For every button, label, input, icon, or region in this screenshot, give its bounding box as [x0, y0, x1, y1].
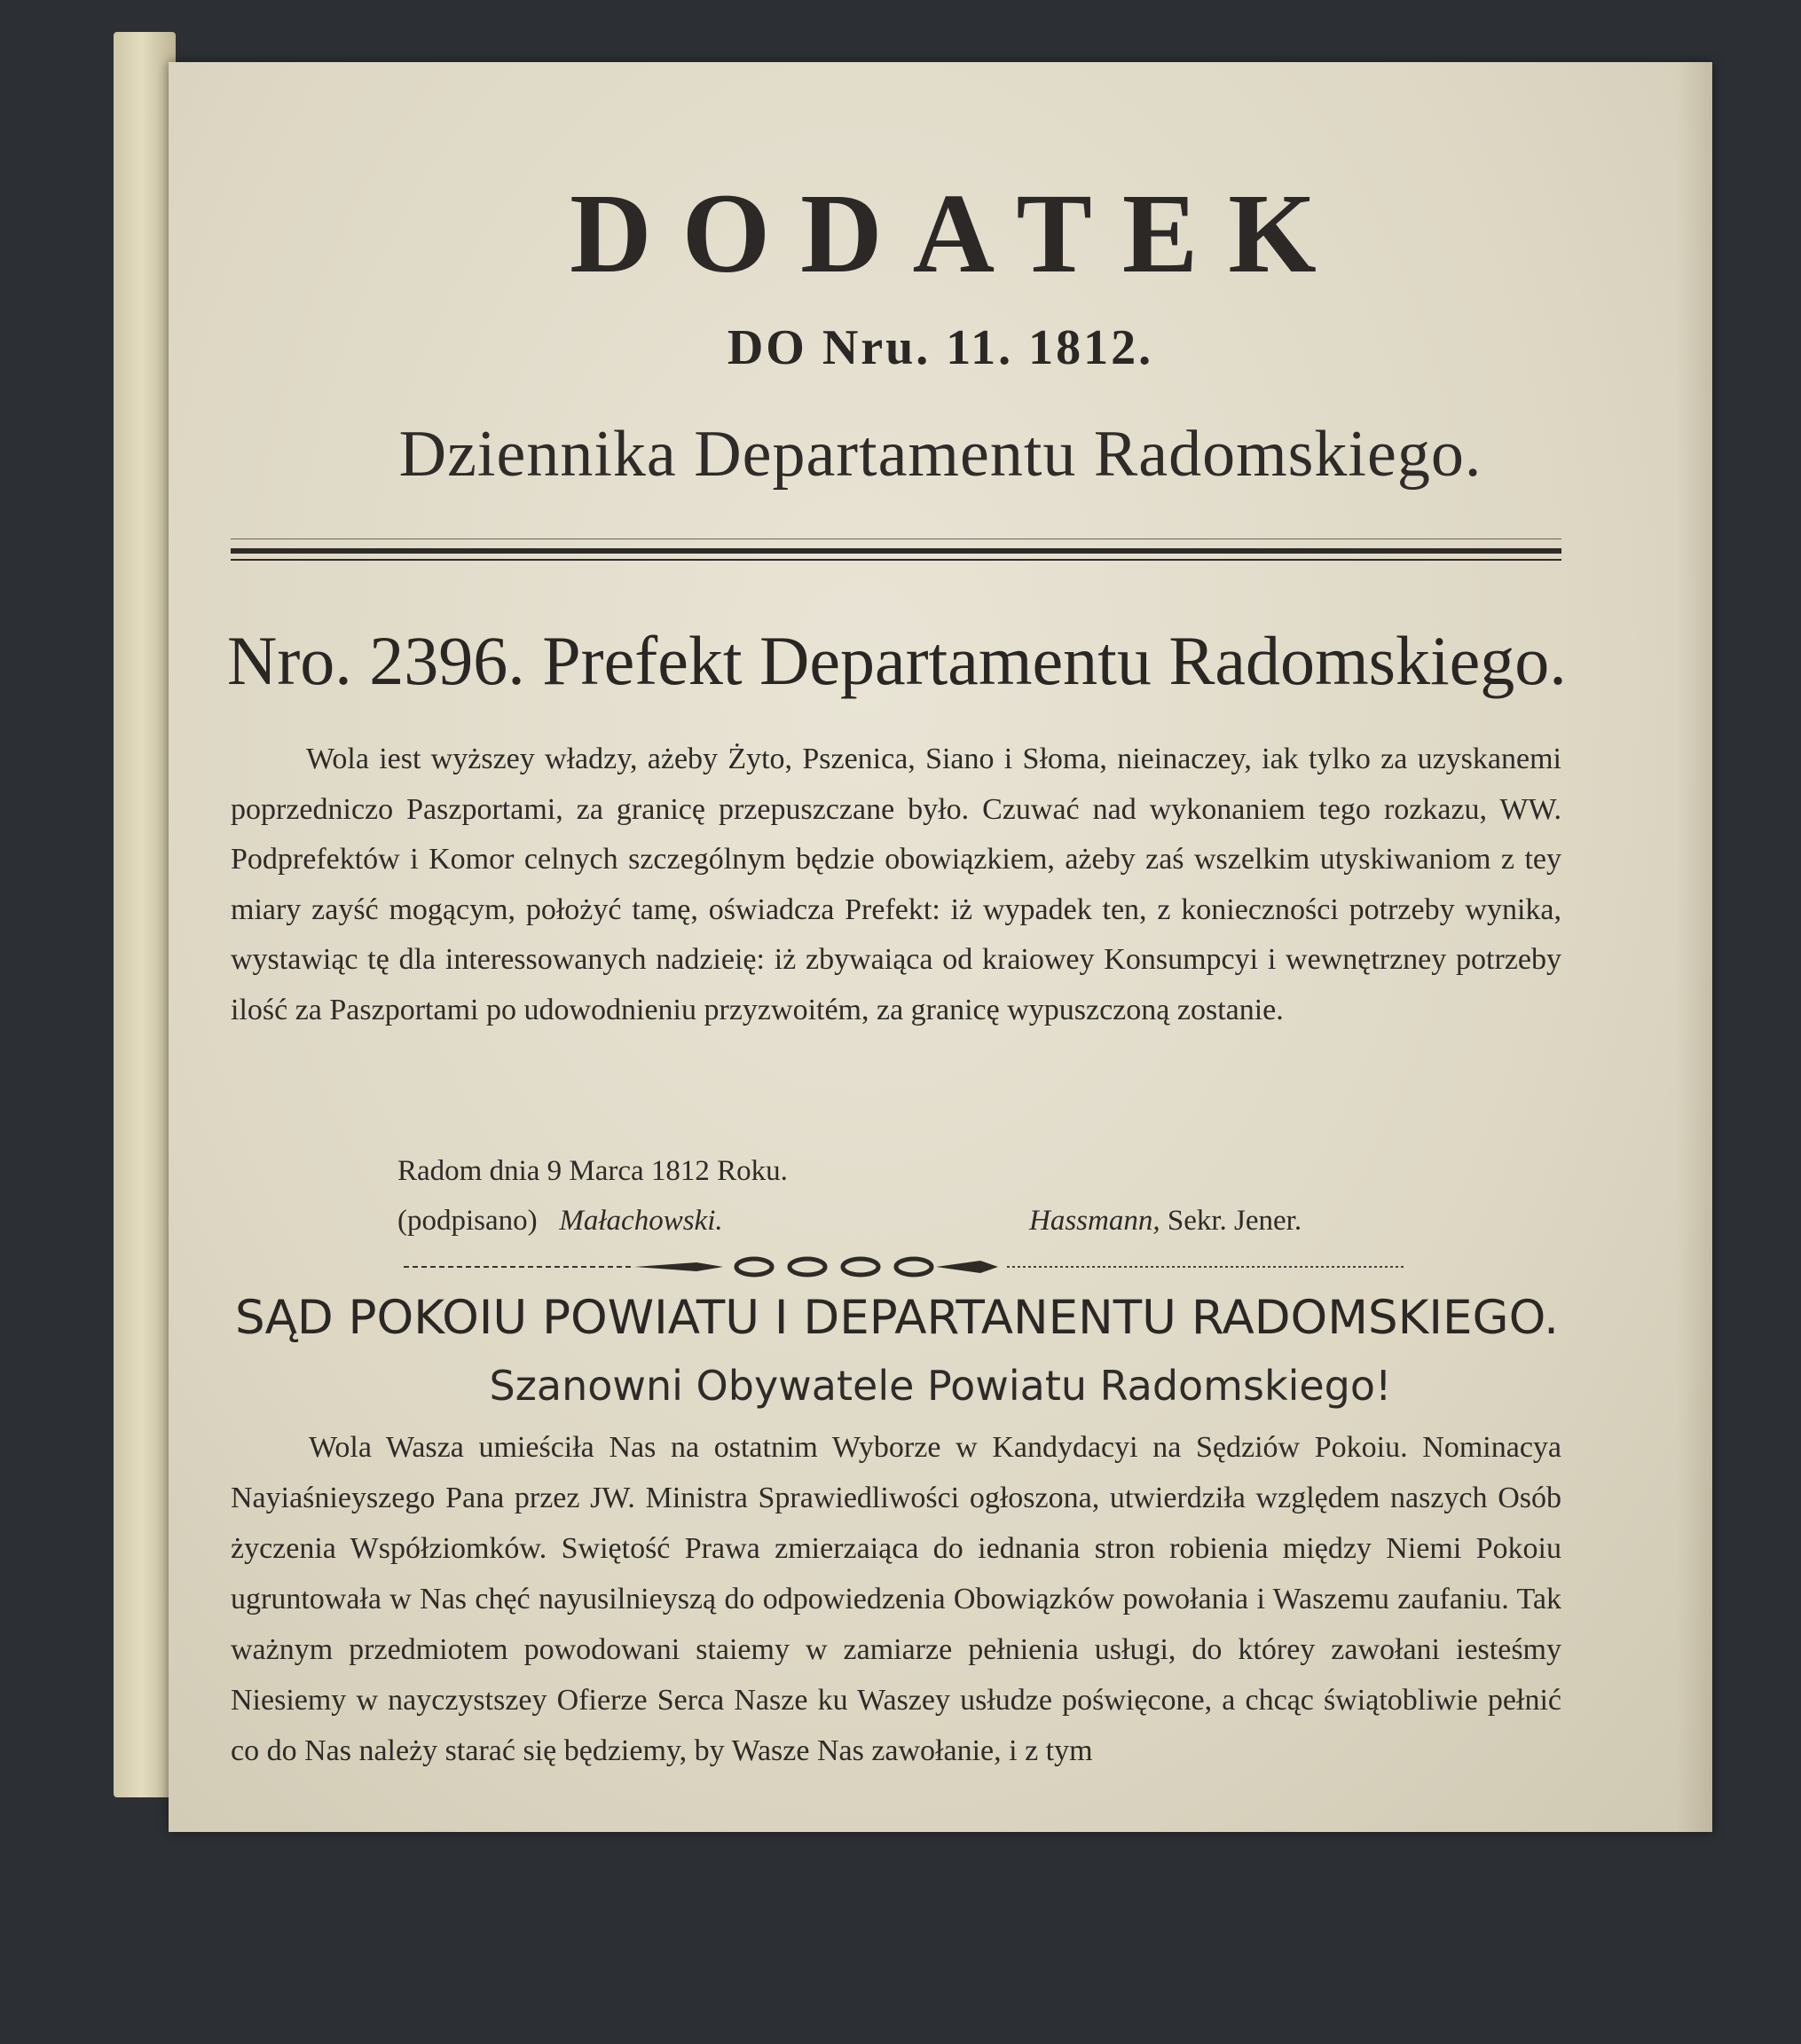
notice1-heading: Nro. 2396. Prefekt Departamentu Radomskiego. [227, 622, 1567, 699]
notice1-body: Wola iest wyższey władzy, ażeby Żyto, Pszenica, Siano i Słoma, nieinaczey, iak tylko za uzyskanemi poprzedniczo Paszportami, za granicę przepuszczane było. Czuwać nad wykonaniem tego rozkazu, WW. Podprefektów i Komor celnych szczególnym będzie obowiązkiem, ażeby zaś wszelkim utyskiwaniom z tey miary zayść mogącym, położyć tamę, oświadcza Prefekt: iż wypadek ten, z konieczności potrzeby wynika, wystawiąc tę dla interessowanych nadzieię: iż zbywaiąca od kraiowey Konsumpcyi i wewnętrzney potrzeby ilość za Paszportami po udowodnieniu przyzwoitém, za granicę wypuszczoną zostanie. [231, 743, 1561, 1026]
signer-name: Małachowski. [559, 1205, 723, 1237]
journal-name: Dziennika Departamentu Radomskiego. [398, 418, 1482, 491]
notice2-salutation: Szanowni Obywatele Powiatu Radomskiego! [489, 1362, 1392, 1410]
notice1-signature-block [397, 1205, 723, 1238]
signed-label: (podpisano) [397, 1205, 538, 1237]
notice2-body: Wola Wasza umieściła Nas na ostatnim Wyborze w Kandydacyi na Sędziów Pokoiu. Nominacya Nayiaśnieyszego Pana przez JW. Ministra Sprawiedliwości ogłoszona, utwierdziła względem naszych Osób życzenia Współziomków. Swiętość Prawa zmierzaiąca do iednania stron robienia między Niemi Pokoiu ugruntowała w Nas chęć nayusilnieyszą do odpowiedzenia Obowiązków powołania i Waszemu zaufaniu. Tak ważnym przedmiotem powodowani staiemy w zamiarze pełnienia usługi, do którey zawołani iesteśmy Niesiemy w nayczystszey Ofierze Serca Nasze ku Waszey usłudze poświęcone, a chcąc świątobliwie pełnić co do Nas należy starać się będziemy, by Wasze Nas zawołanie, i z tym [231, 1431, 1561, 1767]
notice1-date-line: Radom dnia 9 Marca 1812 Roku. [397, 1155, 788, 1187]
book-binding-edge [114, 32, 176, 1797]
secretary-block [1029, 1205, 1302, 1238]
page-title: DODATEK [570, 170, 1347, 296]
ornamental-divider [404, 1254, 1406, 1280]
secretary-title: Sekr. Jener. [1167, 1205, 1302, 1237]
notice2-heading: SĄD POKOIU POWIATU I DEPARTANENTU RADOMSKIEGO. [234, 1291, 1560, 1345]
header-rule-thick [231, 548, 1561, 561]
issue-number: DO Nru. 11. 1812. [727, 320, 1154, 375]
secretary-name: Hassmann, [1029, 1205, 1160, 1237]
document-page [169, 62, 1712, 1832]
